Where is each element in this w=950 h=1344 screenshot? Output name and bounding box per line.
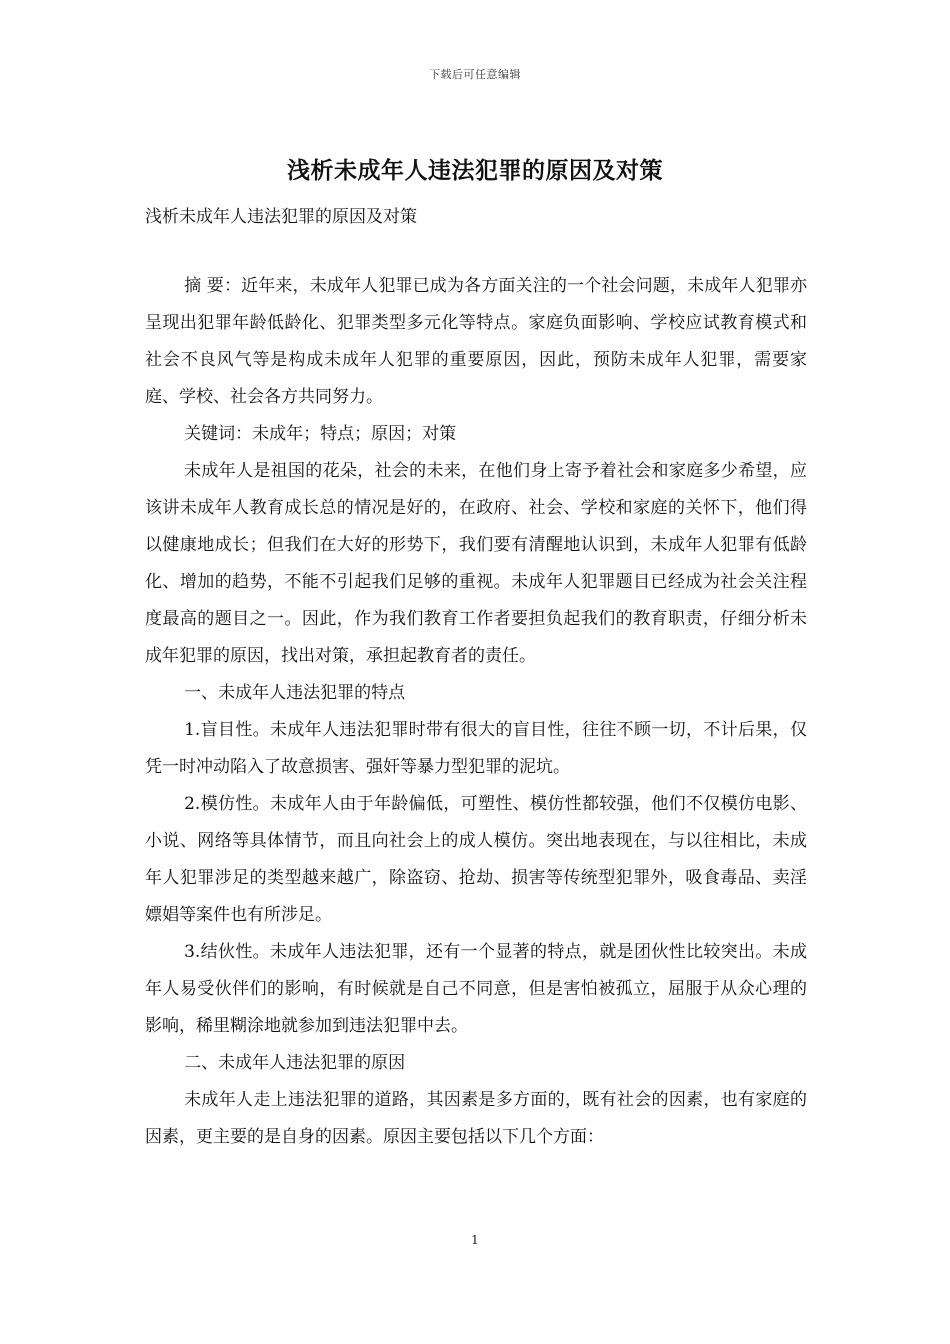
section-heading-characteristics: 一、未成年人违法犯罪的特点: [184, 683, 406, 703]
intro-paragraph: 未成年人是祖国的花朵，社会的未来，在他们身上寄予着社会和家庭多少希望，应该讲未成年人教育成长总的情况是好的，在政府、社会、学校和家庭的关怀下，他们得以健康地成长；但我们在大好的形势下，我们要有清醒地认识到，未成年人犯罪有低龄化、增加的趋势，不能不引起我们足够的重视。未成年人犯罪题目已经成为社会关注程度最高的题目之一。因此，作为我们教育工作者要担负起我们的教育职责，仔细分析未成年犯罪的原因，找出对策，承担起教育者的责任。: [145, 461, 807, 666]
page-number: 1: [471, 1233, 479, 1247]
section-heading-causes: 二、未成年人违法犯罪的原因: [184, 1053, 406, 1073]
header-note: 下载后可任意编辑: [429, 68, 521, 81]
characteristic-imitation: 2.模仿性。未成年人由于年龄偏低，可塑性、模仿性都较强，他们不仅模仿电影、小说、网络等具体情节，而且向社会上的成人模仿。突出地表现在，与以往相比，未成年人犯罪涉足的类型越来越广，除盗窃、抢劫、损害等传统型犯罪外，吸食毒品、卖淫嫖娼等案件也有所涉足。: [145, 794, 807, 925]
characteristic-blindness: 1.盲目性。未成年人违法犯罪时带有很大的盲目性，往往不顾一切，不计后果，仅凭一时冲动陷入了故意损害、强奸等暴力型犯罪的泥坑。: [145, 720, 807, 777]
abstract-paragraph: 摘 要：近年来，未成年人犯罪已成为各方面关注的一个社会问题，未成年人犯罪亦呈现出犯罪年龄低龄化、犯罪类型多元化等特点。家庭负面影响、学校应试教育模式和社会不良风气等是构成未成年人犯罪的重要原因，因此，预防未成年人犯罪，需要家庭、学校、社会各方共同努力。: [145, 276, 807, 407]
document-body: [145, 268, 807, 1156]
document-title: 浅析未成年人违法犯罪的原因及对策: [287, 157, 663, 184]
keywords-paragraph: 关键词：未成年；特点；原因；对策: [184, 424, 457, 444]
document-subtitle: 浅析未成年人违法犯罪的原因及对策: [145, 207, 417, 227]
causes-paragraph: 未成年人走上违法犯罪的道路，其因素是多方面的，既有社会的因素，也有家庭的因素，更主要的是自身的因素。原因主要包括以下几个方面：: [145, 1090, 807, 1147]
characteristic-gang: 3.结伙性。未成年人违法犯罪，还有一个显著的特点，就是团伙性比较突出。未成年人易受伙伴们的影响，有时候就是自己不同意，但是害怕被孤立，屈服于从众心理的影响，稀里糊涂地就参加到违法犯罪中去。: [145, 942, 807, 1036]
